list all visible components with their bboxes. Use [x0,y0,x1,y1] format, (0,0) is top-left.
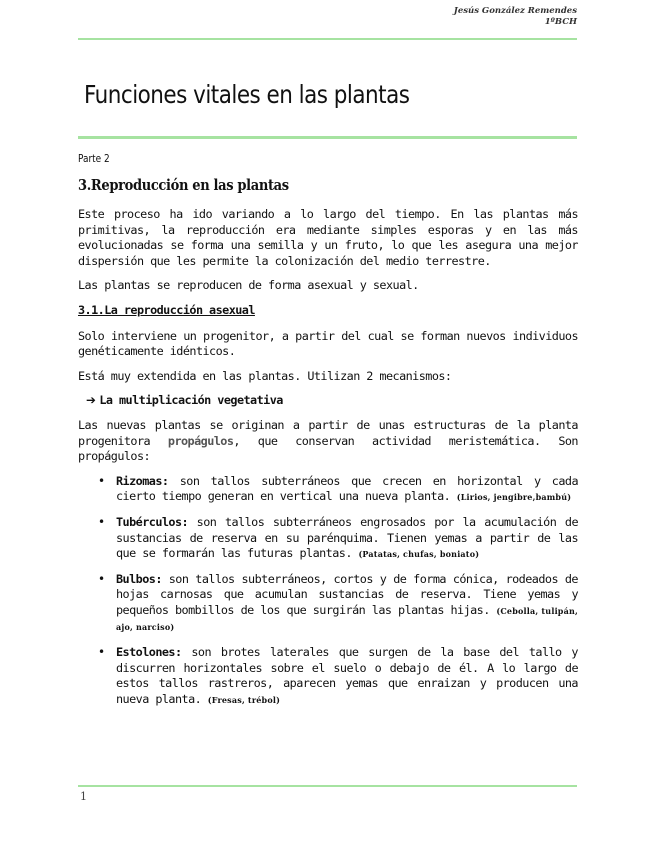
mechanism-heading [86,393,578,409]
list-item-term: Rizomas: [116,473,169,488]
list-item-examples: (Cebolla, tulipán, ajo, narciso) [116,605,578,633]
intro-paragraph: Este proceso ha ido variando a lo largo del tiempo. En las plantas más primitivas, la reproducción era mediante simples esporas y en las más evolucionadas se forma una semilla y un fruto, lo que les asegura una mejor dispersión que les permite la colonización del medio terrestre. [78,207,578,268]
progenitor-paragraph: Solo interviene un progenitor, a partir del cual se forman nuevos individuos genéticamente idénticos. [78,328,578,359]
footer-rule [78,785,577,787]
propagules-keyword: propágulos [167,433,234,448]
header-rule [78,38,577,40]
bullet-icon: • [98,571,105,586]
list-item [78,474,578,506]
title-rule [78,136,577,139]
list-item [78,572,578,636]
course-label: 1ºBCH [544,17,577,27]
propagules-paragraph [78,418,578,465]
bullet-icon: • [98,473,105,488]
list-item [78,645,578,708]
list-item-term: Estolones: [116,645,182,660]
document-title: Funciones vitales en las plantas [84,80,410,109]
section-title: 3.Reproducción en las plantas [78,177,289,194]
list-item-examples: (Lirios, jengibre,bambú) [456,492,572,503]
subsection-title: 3.1.La reproducción asexual [78,302,255,317]
author-name: Jesús González Remendes [453,6,577,16]
mechanism-label: La multiplicación vegetativa [99,393,283,408]
list-item [78,515,578,563]
list-item-examples: (Fresas, trébol) [207,694,281,705]
list-item-text: son tallos subterráneos, cortos y de forma cónica, rodeados de hojas carnosas que acumulan sustancias de reserva. Tiene yemas y pequeños bombillos de los que surgirán las plantas hijas. [116,571,578,617]
page-number: 1 [80,790,87,803]
bullet-icon: • [98,514,105,529]
types-paragraph: Las plantas se reproducen de forma asexual y sexual. [78,278,419,293]
arrow-icon: ➔ [86,393,96,408]
list-item-examples: (Patatas, chufas, boniato) [358,549,480,560]
list-item-term: Tubérculos: [116,514,189,529]
propagules-text-end: , que conservan actividad meristemática. Son propágulos: [78,433,578,464]
list-item-text: son tallos subterráneos engrosados por la acumulación de sustancias de reserva en su parénquima. Tienen yemas a partir de las que se formarán las futuras plantas. [116,514,578,561]
list-item-text: son brotes laterales que surgen de la base del tallo y discurren horizontales sobre el suelo o debajo de él. A lo largo de estos tallos rastreros, aparecen yemas que enraizan y producen una nueva planta. [116,645,578,706]
document-body [78,207,578,717]
list-item-text: son tallos subterráneos que crecen en horizontal y cada cierto tiempo generan en vertical una nueva planta. [116,473,578,504]
bullet-icon: • [98,645,105,660]
list-item-term: Bulbos: [116,571,162,586]
mechanisms-paragraph: Está muy extendida en las plantas. Utilizan 2 mecanismos: [78,368,452,383]
propagules-text-start: Las nuevas plantas se originan a partir de unas estructuras de la planta progenitora [78,417,578,448]
page-header [454,6,577,28]
propagule-list [78,474,578,709]
part-label: Parte 2 [78,153,110,165]
